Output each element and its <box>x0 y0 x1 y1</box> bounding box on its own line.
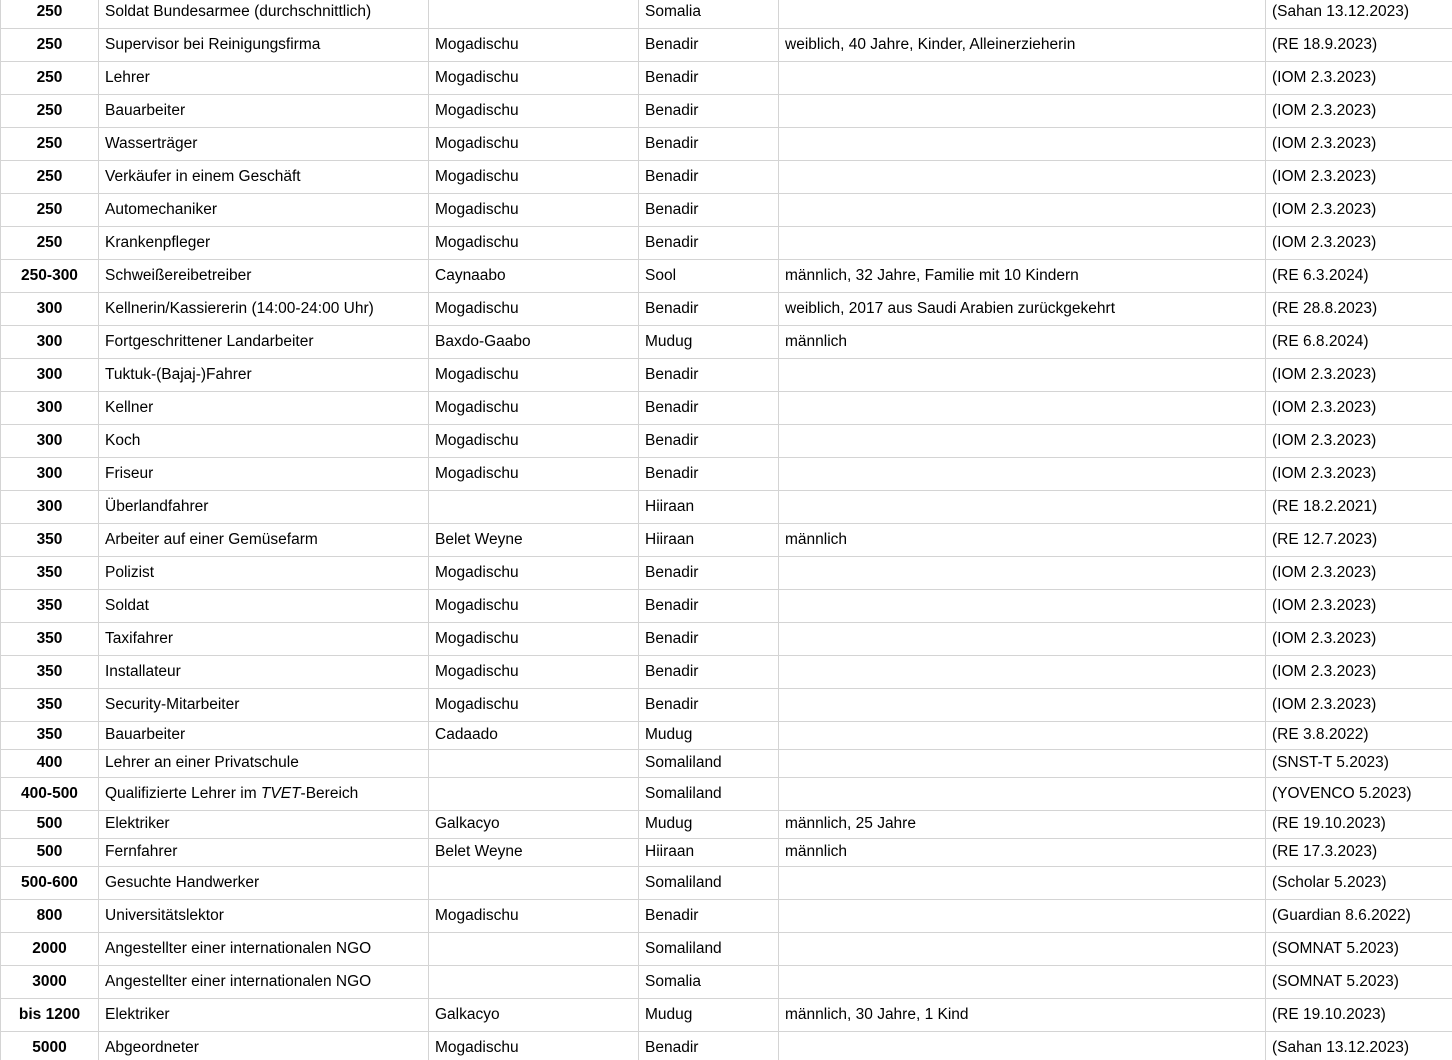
cell-job[interactable]: Schweißereibetreiber <box>99 260 429 293</box>
cell-note[interactable] <box>779 867 1266 900</box>
cell-region[interactable]: Benadir <box>639 590 779 623</box>
cell-source[interactable]: (RE 12.7.2023) <box>1266 524 1452 557</box>
cell-city[interactable]: Mogadischu <box>429 128 639 161</box>
cell-region[interactable]: Benadir <box>639 458 779 491</box>
cell-note[interactable] <box>779 359 1266 392</box>
cell-region[interactable]: Benadir <box>639 227 779 260</box>
table-row <box>1 326 1452 359</box>
cell-job[interactable]: Polizist <box>99 557 429 590</box>
cell-region[interactable]: Sool <box>639 260 779 293</box>
cell-note[interactable] <box>779 491 1266 524</box>
table-row <box>1 458 1452 491</box>
cell-city[interactable]: Mogadischu <box>429 293 639 326</box>
cell-wage[interactable]: 800 <box>1 900 99 933</box>
table-row <box>1 95 1452 128</box>
cell-city[interactable] <box>429 867 639 900</box>
cell-job[interactable]: Lehrer <box>99 62 429 95</box>
cell-note[interactable] <box>779 656 1266 689</box>
cell-region[interactable]: Benadir <box>639 689 779 722</box>
cell-wage[interactable]: 350 <box>1 557 99 590</box>
cell-wage[interactable]: 250 <box>1 194 99 227</box>
cell-source[interactable]: (IOM 2.3.2023) <box>1266 425 1452 458</box>
cell-wage[interactable]: 300 <box>1 491 99 524</box>
cell-city[interactable]: Mogadischu <box>429 1032 639 1060</box>
cell-note[interactable] <box>779 62 1266 95</box>
cell-source[interactable]: (Guardian 8.6.2022) <box>1266 900 1452 933</box>
cell-source[interactable]: (Sahan 13.12.2023) <box>1266 1032 1452 1060</box>
cell-source[interactable]: (RE 17.3.2023) <box>1266 839 1452 867</box>
cell-note[interactable] <box>779 900 1266 933</box>
cell-source[interactable]: (IOM 2.3.2023) <box>1266 194 1452 227</box>
cell-region[interactable]: Benadir <box>639 900 779 933</box>
cell-source[interactable]: (RE 18.2.2021) <box>1266 491 1452 524</box>
cell-wage[interactable]: 250 <box>1 161 99 194</box>
cell-city[interactable]: Mogadischu <box>429 425 639 458</box>
cell-source[interactable]: (RE 3.8.2022) <box>1266 722 1452 750</box>
cell-wage[interactable]: 300 <box>1 293 99 326</box>
cell-wage[interactable]: 350 <box>1 590 99 623</box>
cell-region[interactable]: Hiiraan <box>639 839 779 867</box>
cell-job[interactable]: Fernfahrer <box>99 839 429 867</box>
cell-wage[interactable]: 250 <box>1 227 99 260</box>
cell-wage[interactable]: 250 <box>1 62 99 95</box>
cell-region[interactable]: Benadir <box>639 623 779 656</box>
cell-note[interactable] <box>779 194 1266 227</box>
cell-city[interactable]: Caynaabo <box>429 260 639 293</box>
cell-region[interactable]: Somaliland <box>639 867 779 900</box>
cell-city[interactable]: Galkacyo <box>429 999 639 1032</box>
cell-source[interactable]: (IOM 2.3.2023) <box>1266 458 1452 491</box>
cell-city[interactable]: Mogadischu <box>429 359 639 392</box>
cell-region[interactable]: Benadir <box>639 62 779 95</box>
cell-job[interactable]: Fortgeschrittener Landarbeiter <box>99 326 429 359</box>
cell-wage[interactable]: 250 <box>1 29 99 62</box>
cell-wage[interactable]: 350 <box>1 623 99 656</box>
table-row <box>1 656 1452 689</box>
cell-wage[interactable]: 300 <box>1 458 99 491</box>
cell-source[interactable]: (RE 28.8.2023) <box>1266 293 1452 326</box>
cell-job[interactable]: Kellnerin/Kassiererin (14:00-24:00 Uhr) <box>99 293 429 326</box>
cell-source[interactable]: (SOMNAT 5.2023) <box>1266 966 1452 999</box>
cell-note[interactable] <box>779 128 1266 161</box>
cell-city[interactable] <box>429 966 639 999</box>
table-row <box>1 900 1452 933</box>
cell-source[interactable]: (IOM 2.3.2023) <box>1266 557 1452 590</box>
emphasis-text: TVET <box>260 784 301 802</box>
cell-job[interactable]: Elektriker <box>99 811 429 839</box>
cell-job[interactable]: Universitätslektor <box>99 900 429 933</box>
table-row <box>1 29 1452 62</box>
cell-job[interactable]: Friseur <box>99 458 429 491</box>
wage-table-body <box>1 0 1452 1060</box>
cell-source[interactable]: (IOM 2.3.2023) <box>1266 392 1452 425</box>
cell-region[interactable]: Somaliland <box>639 778 779 811</box>
table-row <box>1 750 1452 778</box>
cell-job[interactable]: Tuktuk-(Bajaj-)Fahrer <box>99 359 429 392</box>
cell-region[interactable]: Mudug <box>639 999 779 1032</box>
cell-city[interactable]: Mogadischu <box>429 95 639 128</box>
table-row <box>1 293 1452 326</box>
cell-wage[interactable]: 500 <box>1 839 99 867</box>
cell-region[interactable]: Benadir <box>639 161 779 194</box>
cell-wage[interactable]: 400-500 <box>1 778 99 811</box>
cell-note[interactable]: männlich, 32 Jahre, Familie mit 10 Kindern <box>779 260 1266 293</box>
cell-wage[interactable]: 400 <box>1 750 99 778</box>
cell-job[interactable]: Arbeiter auf einer Gemüsefarm <box>99 524 429 557</box>
cell-city[interactable] <box>429 933 639 966</box>
cell-note[interactable]: weiblich, 40 Jahre, Kinder, Alleinerzieherin <box>779 29 1266 62</box>
cell-wage[interactable]: 350 <box>1 524 99 557</box>
cell-wage[interactable]: 300 <box>1 326 99 359</box>
cell-wage[interactable]: 2000 <box>1 933 99 966</box>
table-row <box>1 194 1452 227</box>
table-row <box>1 811 1452 839</box>
cell-job[interactable]: Elektriker <box>99 999 429 1032</box>
cell-job[interactable]: Soldat Bundesarmee (durchschnittlich) <box>99 0 429 29</box>
cell-source[interactable]: (RE 19.10.2023) <box>1266 811 1452 839</box>
cell-region[interactable]: Benadir <box>639 425 779 458</box>
cell-wage[interactable]: 500-600 <box>1 867 99 900</box>
cell-city[interactable]: Mogadischu <box>429 458 639 491</box>
cell-note[interactable] <box>779 590 1266 623</box>
cell-wage[interactable]: 500 <box>1 811 99 839</box>
table-row <box>1 260 1452 293</box>
table-row <box>1 359 1452 392</box>
table-row <box>1 557 1452 590</box>
cell-city[interactable]: Mogadischu <box>429 29 639 62</box>
cell-source[interactable]: (YOVENCO 5.2023) <box>1266 778 1452 811</box>
cell-job[interactable]: Taxifahrer <box>99 623 429 656</box>
cell-city[interactable]: Belet Weyne <box>429 839 639 867</box>
cell-source[interactable]: (RE 6.3.2024) <box>1266 260 1452 293</box>
cell-city[interactable]: Galkacyo <box>429 811 639 839</box>
cell-note[interactable] <box>779 722 1266 750</box>
cell-job[interactable]: Verkäufer in einem Geschäft <box>99 161 429 194</box>
table-row <box>1 966 1452 999</box>
cell-note[interactable] <box>779 0 1266 29</box>
table-row <box>1 689 1452 722</box>
cell-region[interactable]: Benadir <box>639 128 779 161</box>
cell-city[interactable]: Mogadischu <box>429 900 639 933</box>
cell-city[interactable] <box>429 750 639 778</box>
cell-job[interactable]: Bauarbeiter <box>99 95 429 128</box>
cell-region[interactable]: Somaliland <box>639 933 779 966</box>
cell-region[interactable]: Hiiraan <box>639 524 779 557</box>
cell-note[interactable] <box>779 458 1266 491</box>
cell-city[interactable]: Mogadischu <box>429 623 639 656</box>
table-row <box>1 161 1452 194</box>
cell-region[interactable]: Benadir <box>639 194 779 227</box>
cell-city[interactable] <box>429 491 639 524</box>
cell-wage[interactable]: 250-300 <box>1 260 99 293</box>
cell-wage[interactable]: 350 <box>1 689 99 722</box>
cell-job[interactable]: Angestellter einer internationalen NGO <box>99 933 429 966</box>
cell-note[interactable] <box>779 1032 1266 1060</box>
cell-note[interactable] <box>779 623 1266 656</box>
cell-job[interactable]: Soldat <box>99 590 429 623</box>
cell-source[interactable]: (IOM 2.3.2023) <box>1266 227 1452 260</box>
cell-city[interactable]: Mogadischu <box>429 689 639 722</box>
cell-region[interactable]: Benadir <box>639 392 779 425</box>
table-row <box>1 524 1452 557</box>
cell-note[interactable] <box>779 557 1266 590</box>
cell-job[interactable]: Automechaniker <box>99 194 429 227</box>
cell-job[interactable]: Lehrer an einer Privatschule <box>99 750 429 778</box>
cell-note[interactable]: männlich, 30 Jahre, 1 Kind <box>779 999 1266 1032</box>
cell-city[interactable]: Mogadischu <box>429 227 639 260</box>
cell-job[interactable]: Koch <box>99 425 429 458</box>
table-row <box>1 999 1452 1032</box>
cell-city[interactable]: Mogadischu <box>429 392 639 425</box>
table-row <box>1 128 1452 161</box>
cell-city[interactable]: Mogadischu <box>429 62 639 95</box>
cell-source[interactable]: (IOM 2.3.2023) <box>1266 590 1452 623</box>
cell-wage[interactable]: 350 <box>1 656 99 689</box>
table-row <box>1 778 1452 811</box>
cell-city[interactable]: Mogadischu <box>429 656 639 689</box>
cell-job[interactable]: Kellner <box>99 392 429 425</box>
table-row <box>1 933 1452 966</box>
cell-city[interactable]: Mogadischu <box>429 194 639 227</box>
cell-source[interactable]: (RE 6.8.2024) <box>1266 326 1452 359</box>
cell-note[interactable] <box>779 933 1266 966</box>
cell-job[interactable]: Installateur <box>99 656 429 689</box>
cell-wage[interactable]: 250 <box>1 128 99 161</box>
cell-note[interactable] <box>779 966 1266 999</box>
cell-region[interactable]: Benadir <box>639 95 779 128</box>
cell-source[interactable]: (SNST-T 5.2023) <box>1266 750 1452 778</box>
cell-job[interactable]: Gesuchte Handwerker <box>99 867 429 900</box>
cell-city[interactable] <box>429 778 639 811</box>
cell-job[interactable]: Bauarbeiter <box>99 722 429 750</box>
cell-region[interactable]: Benadir <box>639 293 779 326</box>
table-row <box>1 839 1452 867</box>
table-row <box>1 62 1452 95</box>
cell-city[interactable]: Mogadischu <box>429 557 639 590</box>
cell-region[interactable]: Somaliland <box>639 750 779 778</box>
cell-note[interactable] <box>779 161 1266 194</box>
table-row <box>1 425 1452 458</box>
cell-note[interactable] <box>779 778 1266 811</box>
cell-note[interactable]: weiblich, 2017 aus Saudi Arabien zurückgekehrt <box>779 293 1266 326</box>
cell-region[interactable]: Benadir <box>639 656 779 689</box>
cell-source[interactable]: (IOM 2.3.2023) <box>1266 359 1452 392</box>
cell-note[interactable] <box>779 425 1266 458</box>
cell-region[interactable]: Benadir <box>639 557 779 590</box>
cell-job[interactable]: Security-Mitarbeiter <box>99 689 429 722</box>
cell-source[interactable]: (SOMNAT 5.2023) <box>1266 933 1452 966</box>
cell-note[interactable]: männlich <box>779 326 1266 359</box>
cell-city[interactable]: Baxdo-Gaabo <box>429 326 639 359</box>
cell-wage[interactable]: 3000 <box>1 966 99 999</box>
cell-job[interactable]: Abgeordneter <box>99 1032 429 1060</box>
cell-source[interactable]: (IOM 2.3.2023) <box>1266 128 1452 161</box>
table-row <box>1 0 1452 29</box>
cell-job[interactable]: Krankenpfleger <box>99 227 429 260</box>
cell-note[interactable]: männlich, 25 Jahre <box>779 811 1266 839</box>
cell-wage[interactable]: 300 <box>1 425 99 458</box>
cell-region[interactable]: Somalia <box>639 966 779 999</box>
table-row <box>1 722 1452 750</box>
cell-source[interactable]: (IOM 2.3.2023) <box>1266 161 1452 194</box>
cell-source[interactable]: (IOM 2.3.2023) <box>1266 62 1452 95</box>
cell-region[interactable]: Mudug <box>639 326 779 359</box>
cell-note[interactable] <box>779 750 1266 778</box>
cell-job[interactable]: Wasserträger <box>99 128 429 161</box>
cell-city[interactable]: Belet Weyne <box>429 524 639 557</box>
cell-note[interactable] <box>779 392 1266 425</box>
cell-note[interactable] <box>779 227 1266 260</box>
cell-note[interactable]: männlich <box>779 839 1266 867</box>
cell-job[interactable]: Überlandfahrer <box>99 491 429 524</box>
cell-wage[interactable]: 250 <box>1 0 99 29</box>
cell-region[interactable]: Mudug <box>639 811 779 839</box>
table-row <box>1 392 1452 425</box>
cell-note[interactable]: männlich <box>779 524 1266 557</box>
cell-wage[interactable]: 250 <box>1 95 99 128</box>
cell-source[interactable]: (IOM 2.3.2023) <box>1266 689 1452 722</box>
cell-region[interactable]: Hiiraan <box>639 491 779 524</box>
cell-region[interactable]: Somalia <box>639 0 779 29</box>
cell-city[interactable]: Cadaado <box>429 722 639 750</box>
table-row <box>1 227 1452 260</box>
cell-source[interactable]: (Sahan 13.12.2023) <box>1266 0 1452 29</box>
table-row <box>1 1032 1452 1060</box>
cell-city[interactable]: Mogadischu <box>429 590 639 623</box>
cell-wage[interactable]: 350 <box>1 722 99 750</box>
cell-city[interactable]: Mogadischu <box>429 161 639 194</box>
cell-source[interactable]: (RE 18.9.2023) <box>1266 29 1452 62</box>
cell-job[interactable]: Angestellter einer internationalen NGO <box>99 966 429 999</box>
table-row <box>1 491 1452 524</box>
cell-source[interactable]: (Scholar 5.2023) <box>1266 867 1452 900</box>
cell-note[interactable] <box>779 689 1266 722</box>
cell-wage[interactable]: 300 <box>1 359 99 392</box>
table-row <box>1 867 1452 900</box>
cell-region[interactable]: Benadir <box>639 359 779 392</box>
cell-note[interactable] <box>779 95 1266 128</box>
cell-source[interactable]: (IOM 2.3.2023) <box>1266 656 1452 689</box>
cell-wage[interactable]: bis 1200 <box>1 999 99 1032</box>
cell-region[interactable]: Mudug <box>639 722 779 750</box>
cell-region[interactable]: Benadir <box>639 29 779 62</box>
cell-wage[interactable]: 5000 <box>1 1032 99 1060</box>
table-row <box>1 590 1452 623</box>
cell-source[interactable]: (IOM 2.3.2023) <box>1266 95 1452 128</box>
table-row <box>1 623 1452 656</box>
cell-region[interactable]: Benadir <box>639 1032 779 1060</box>
cell-source[interactable]: (RE 19.10.2023) <box>1266 999 1452 1032</box>
cell-wage[interactable]: 300 <box>1 392 99 425</box>
cell-job[interactable]: Qualifizierte Lehrer im TVET-Bereich <box>99 778 429 811</box>
cell-job[interactable]: Supervisor bei Reinigungsfirma <box>99 29 429 62</box>
cell-city[interactable] <box>429 0 639 29</box>
cell-source[interactable]: (IOM 2.3.2023) <box>1266 623 1452 656</box>
